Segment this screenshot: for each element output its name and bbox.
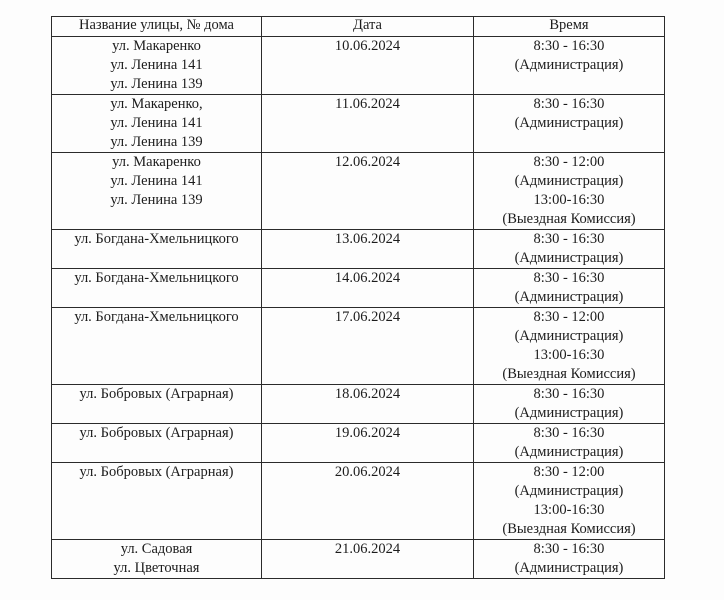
time-cell [474,153,665,230]
time-line: 8:30 - 12:00 [533,154,605,170]
table-row [52,269,665,308]
time-cell [474,269,665,308]
time-line: 8:30 - 16:30 [533,270,605,286]
table-row [52,308,665,385]
street-line: ул. Цветочная [113,560,200,576]
date-text: 18.06.2024 [334,386,401,402]
street-line: ул. Ленина 139 [110,134,203,150]
time-line: (Выездная Комиссия) [502,366,636,382]
time-cell [474,95,665,153]
street-cell [52,308,262,385]
time-line: 13:00-16:30 [533,192,605,208]
time-line: 8:30 - 16:30 [533,38,605,54]
table-row [52,230,665,269]
street-cell [52,37,262,95]
street-cell [52,385,262,424]
table-row [52,463,665,540]
date-cell [262,230,474,269]
street-cell [52,95,262,153]
date-text: 20.06.2024 [334,464,401,480]
date-cell [262,385,474,424]
street-line: ул. Макаренко, [110,96,203,112]
time-line: (Администрация) [514,57,624,73]
street-line: ул. Макаренко [112,38,201,54]
schedule-body [52,37,665,579]
date-text: 11.06.2024 [335,96,400,112]
header-time: Время [474,17,665,37]
table-row [52,540,665,579]
time-line: (Администрация) [514,560,624,576]
date-cell [262,153,474,230]
table-row [52,385,665,424]
street-line: ул. Садовая [120,541,193,557]
date-text: 10.06.2024 [334,38,401,54]
street-cell [52,269,262,308]
time-line: 8:30 - 16:30 [533,541,605,557]
street-line: ул. Ленина 141 [110,115,203,131]
time-cell [474,463,665,540]
street-line: ул. Макаренко [112,154,201,170]
table-row [52,424,665,463]
table-row [52,153,665,230]
street-line: ул. Ленина 139 [110,192,203,208]
street-line: ул. Богдана-Хмельницкого [74,270,239,286]
time-line: (Администрация) [514,328,624,344]
date-cell [262,308,474,385]
time-cell [474,424,665,463]
street-line: ул. Богдана-Хмельницкого [74,231,239,247]
time-line: 8:30 - 16:30 [533,96,605,112]
header-date: Дата [262,17,474,37]
street-line: ул. Бобровых (Аграрная) [79,425,234,441]
time-line: 8:30 - 16:30 [533,231,605,247]
date-cell [262,37,474,95]
street-line: ул. Ленина 139 [110,76,203,92]
date-text: 14.06.2024 [334,270,401,286]
street-line: ул. Богдана-Хмельницкого [74,309,239,325]
table-row [52,95,665,153]
time-cell [474,540,665,579]
time-line: (Администрация) [514,405,624,421]
date-cell [262,540,474,579]
time-line: 8:30 - 16:30 [533,425,605,441]
date-text: 19.06.2024 [334,425,401,441]
date-cell [262,463,474,540]
date-text: 12.06.2024 [334,154,401,170]
street-cell [52,153,262,230]
time-cell [474,308,665,385]
street-line: ул. Ленина 141 [110,173,203,189]
time-line: (Администрация) [514,483,624,499]
time-line: 8:30 - 16:30 [533,386,605,402]
time-cell [474,385,665,424]
time-line: (Выездная Комиссия) [502,521,636,537]
schedule-table [51,16,665,579]
time-line: 13:00-16:30 [533,502,605,518]
street-cell [52,463,262,540]
date-cell [262,424,474,463]
header-street: Название улицы, № дома [52,17,262,37]
date-text: 17.06.2024 [334,309,401,325]
time-line: (Выездная Комиссия) [502,211,636,227]
time-line: (Администрация) [514,289,624,305]
time-line: 8:30 - 12:00 [533,309,605,325]
date-cell [262,269,474,308]
table-row [52,37,665,95]
time-line: 8:30 - 12:00 [533,464,605,480]
time-cell [474,230,665,269]
time-line: (Администрация) [514,250,624,266]
time-line: (Администрация) [514,444,624,460]
date-text: 13.06.2024 [334,231,401,247]
street-cell [52,230,262,269]
time-line: (Администрация) [514,115,624,131]
date-cell [262,95,474,153]
time-line: 13:00-16:30 [533,347,605,363]
street-line: ул. Бобровых (Аграрная) [79,386,234,402]
time-line: (Администрация) [514,173,624,189]
date-text: 21.06.2024 [334,541,401,557]
street-line: ул. Бобровых (Аграрная) [79,464,234,480]
street-cell [52,424,262,463]
street-line: ул. Ленина 141 [110,57,203,73]
street-cell [52,540,262,579]
table-header-row [52,17,665,37]
time-cell [474,37,665,95]
